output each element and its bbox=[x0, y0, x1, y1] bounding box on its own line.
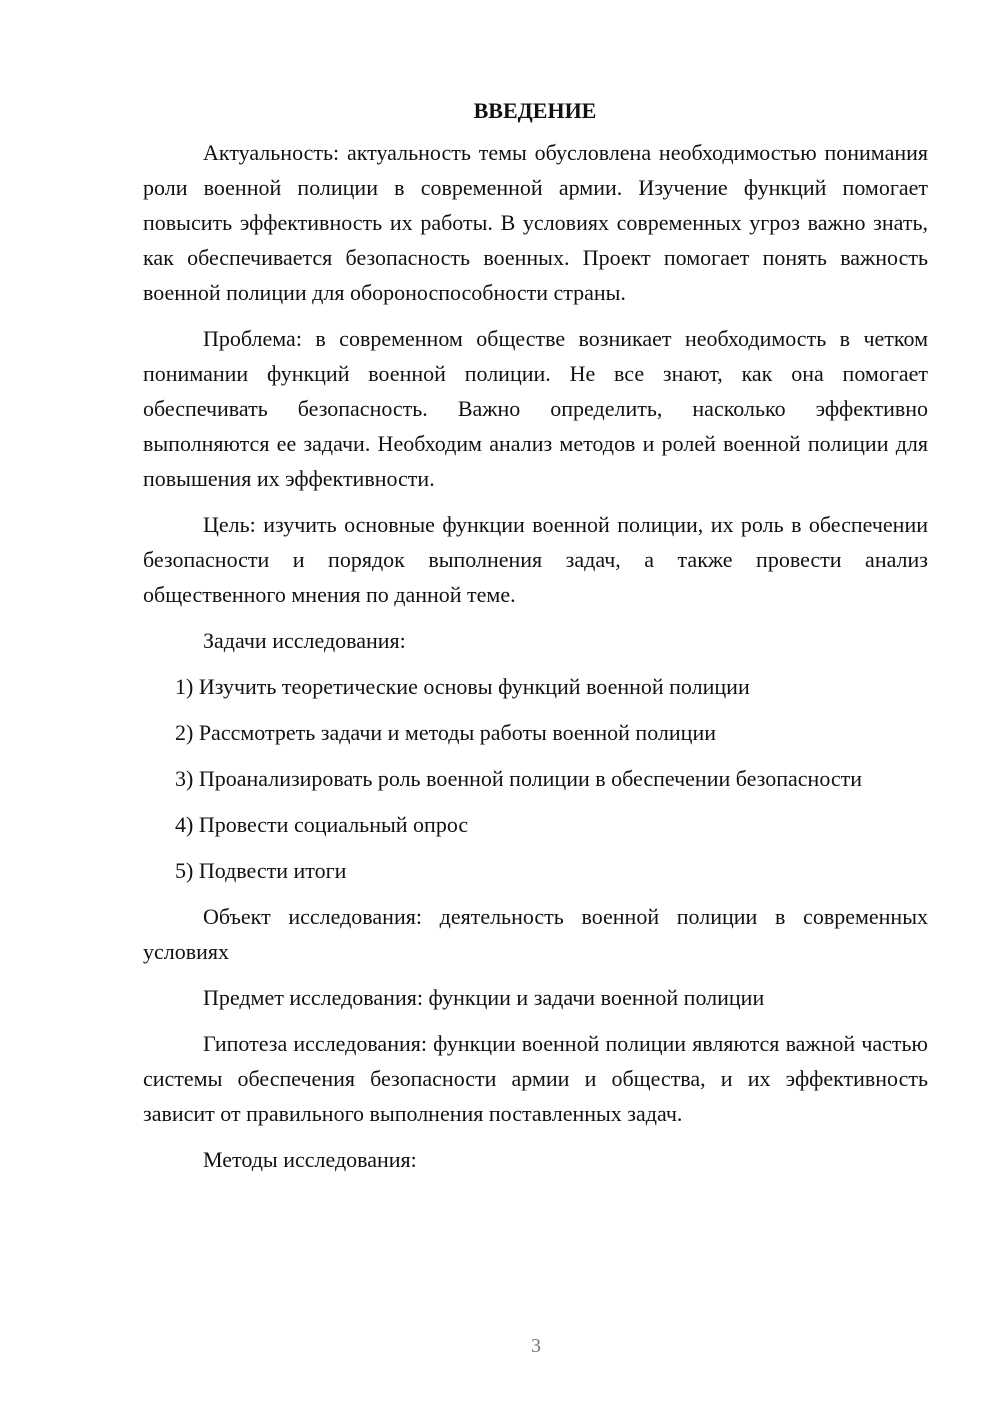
task-item-1: 1) Изучить теоретические основы функций военной полиции bbox=[175, 674, 750, 699]
page-number: 3 bbox=[531, 1335, 541, 1357]
task-item-3: 3) Проанализировать роль военной полиции в обеспечении безопасности bbox=[175, 766, 863, 791]
task-item-5: 5) Подвести итоги bbox=[175, 858, 347, 883]
object-paragraph: Объект исследования: деятельность военной полиции в современных условиях bbox=[143, 904, 928, 964]
methods-heading: Методы исследования: bbox=[203, 1147, 417, 1172]
tasks-heading: Задачи исследования: bbox=[203, 628, 406, 653]
task-item-4: 4) Провести социальный опрос bbox=[175, 812, 469, 837]
goal-paragraph: Цель: изучить основные функции военной полиции, их роль в обеспечении безопасности и порядок выполнения задач, а также провести анализ общественного мнения по данной теме. bbox=[143, 512, 928, 607]
problem-paragraph: Проблема: в современном обществе возникает необходимость в четком понимании функций военной полиции. Не все знают, как она помогает обеспечивать безопасность. Важно определить, насколько эффективно выполняются ее задачи. Необходим анализ методов и ролей военной полиции для повышения их эффективности. bbox=[143, 326, 928, 491]
task-item-2: 2) Рассмотреть задачи и методы работы военной полиции bbox=[175, 720, 716, 745]
section-title-text: ВВЕДЕНИЕ bbox=[473, 98, 597, 123]
section-title bbox=[143, 93, 928, 128]
hypothesis-paragraph: Гипотеза исследования: функции военной полиции являются важной частью системы обеспечения безопасности армии и общества, и их эффективность зависит от правильного выполнения поставленных задач. bbox=[143, 1031, 928, 1126]
page-content bbox=[143, 93, 928, 1177]
subject-paragraph: Предмет исследования: функции и задачи военной полиции bbox=[203, 985, 765, 1010]
relevance-paragraph: Актуальность: актуальность темы обусловлена необходимостью понимания роли военной полиции в современной армии. Изучение функций помогает повысить эффективность их работы. В условиях современных угроз важно знать, как обеспечивается безопасность военных. Проект помогает понять важность военной полиции для обороноспособности страны. bbox=[143, 140, 928, 305]
